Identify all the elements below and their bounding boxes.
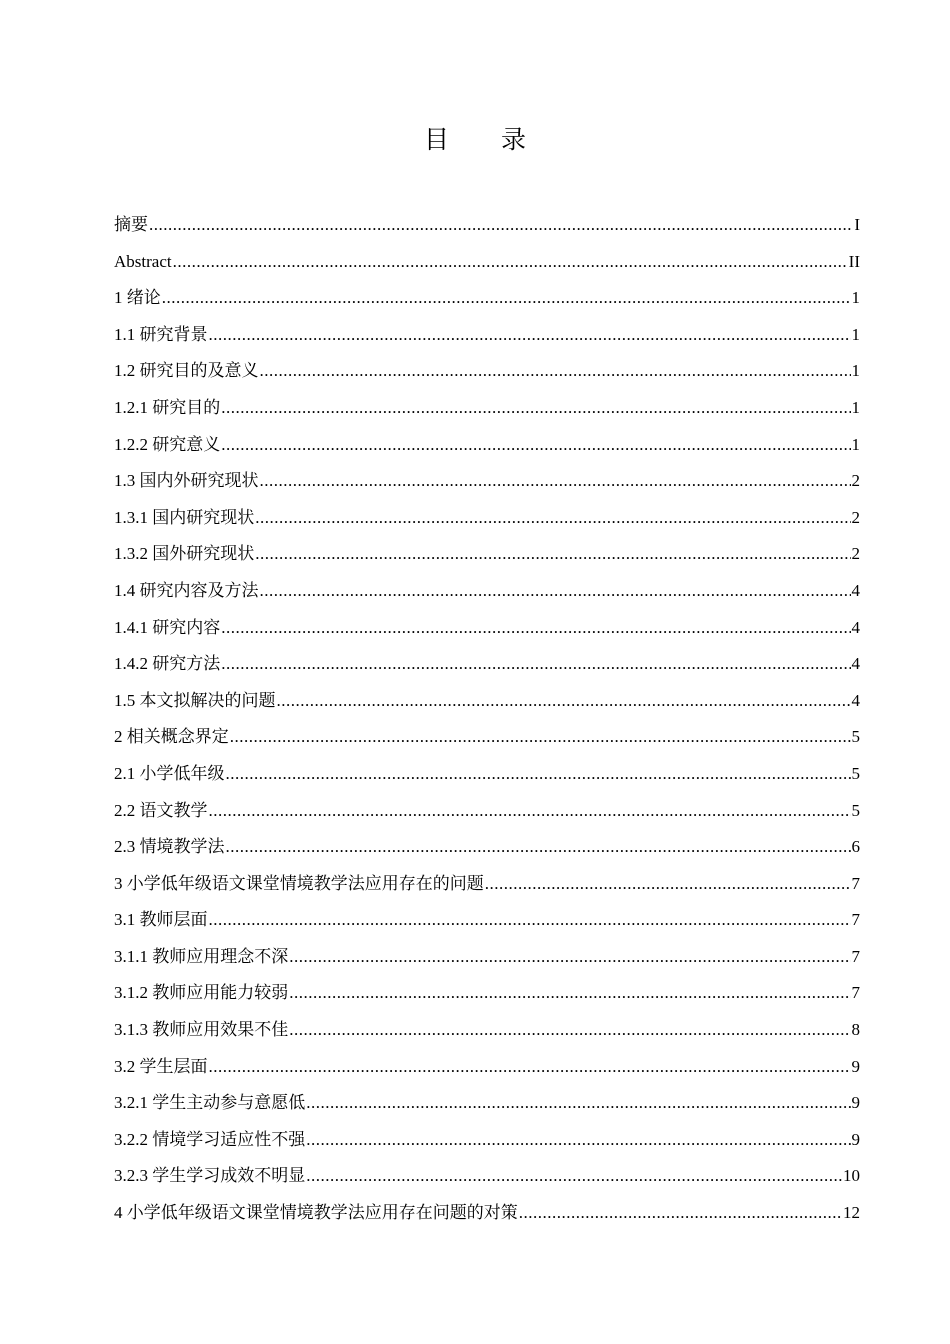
toc-leader-dots [221, 427, 850, 464]
toc-entry-page-number: 7 [851, 910, 860, 930]
toc-entry [114, 1195, 860, 1232]
toc-entry [114, 536, 860, 573]
toc-entry-page-number: 12 [843, 1203, 860, 1223]
toc-entry [114, 1158, 860, 1195]
toc-leader-dots [230, 719, 851, 756]
toc-entry-label: 3.2.1 学生主动参与意愿低 [114, 1093, 306, 1113]
toc-leader-dots [306, 1085, 850, 1122]
toc-entry [114, 353, 860, 390]
toc-entry-label: 1 绪论 [114, 288, 161, 308]
toc-entry-label: 1.2.1 研究目的 [114, 397, 221, 417]
toc-entry-page-number: 5 [851, 800, 860, 820]
toc-entry [114, 610, 860, 647]
toc-leader-dots [221, 610, 850, 647]
toc-leader-dots [306, 1122, 850, 1159]
toc-entry-page-number: 4 [851, 690, 860, 710]
toc-entry-label: 1.4.2 研究方法 [114, 654, 221, 674]
toc-entry-label: 1.4 研究内容及方法 [114, 580, 259, 600]
toc-entry-page-number: 5 [851, 763, 860, 783]
toc-entry-page-number: 7 [851, 946, 860, 966]
toc-leader-dots [260, 353, 851, 390]
toc-entry-page-number: I [854, 215, 860, 234]
toc-leader-dots [485, 866, 851, 903]
toc-entry-page-number: 8 [851, 1020, 860, 1040]
toc-entry-page-number: 4 [851, 617, 860, 637]
toc-entry-page-number: 9 [851, 1129, 860, 1149]
toc-entry [114, 1085, 860, 1122]
toc-entry-label: 4 小学低年级语文课堂情境教学法应用存在问题的对策 [114, 1203, 518, 1223]
toc-entry [114, 207, 860, 244]
toc-entry [114, 866, 860, 903]
toc-leader-dots [260, 573, 851, 610]
toc-entry [114, 646, 860, 683]
toc-entry-label: 3 小学低年级语文课堂情境教学法应用存在的问题 [114, 873, 484, 893]
toc-entry-label: 摘要 [114, 215, 148, 234]
toc-leader-dots [221, 390, 850, 427]
toc-leader-dots [149, 207, 853, 244]
toc-entry-label: 3.2.2 情境学习适应性不强 [114, 1129, 306, 1149]
toc-leader-dots [255, 500, 850, 537]
toc-entry-page-number: 1 [851, 288, 860, 308]
toc-entry-label: 1.2.2 研究意义 [114, 434, 221, 454]
toc-entry-label: 1.1 研究背景 [114, 324, 208, 344]
toc-entry [114, 793, 860, 830]
toc-leader-dots [289, 939, 850, 976]
toc-entry-label: 3.1.2 教师应用能力较弱 [114, 983, 289, 1003]
toc-list [114, 207, 860, 1232]
toc-leader-dots [226, 756, 851, 793]
toc-leader-dots [260, 463, 851, 500]
toc-entry [114, 280, 860, 317]
toc-entry-label: 2.1 小学低年级 [114, 763, 225, 783]
toc-entry [114, 317, 860, 354]
toc-entry [114, 902, 860, 939]
toc-entry-label: 1.4.1 研究内容 [114, 617, 221, 637]
toc-entry-label: 3.2 学生层面 [114, 1056, 208, 1076]
toc-entry [114, 939, 860, 976]
toc-entry [114, 1122, 860, 1159]
toc-leader-dots [209, 793, 851, 830]
toc-entry-page-number: II [848, 251, 860, 271]
toc-entry [114, 427, 860, 464]
toc-entry-label: 2 相关概念界定 [114, 727, 229, 747]
toc-leader-dots [255, 536, 850, 573]
toc-entry-label: 3.1.3 教师应用效果不佳 [114, 1020, 289, 1040]
toc-leader-dots [277, 683, 851, 720]
toc-entry-page-number: 4 [851, 580, 860, 600]
toc-entry-page-number: 2 [851, 507, 860, 527]
toc-entry-page-number: 1 [851, 397, 860, 417]
toc-entry [114, 1012, 860, 1049]
toc-entry [114, 829, 860, 866]
toc-entry [114, 244, 860, 281]
toc-entry [114, 390, 860, 427]
toc-entry-page-number: 1 [851, 361, 860, 381]
toc-entry [114, 573, 860, 610]
toc-leader-dots [289, 975, 850, 1012]
toc-entry [114, 975, 860, 1012]
toc-leader-dots [173, 244, 848, 281]
toc-leader-dots [209, 317, 851, 354]
toc-entry-label: 3.2.3 学生学习成效不明显 [114, 1166, 306, 1186]
toc-entry-page-number: 7 [851, 873, 860, 893]
toc-entry-page-number: 2 [851, 471, 860, 491]
toc-entry-page-number: 1 [851, 324, 860, 344]
toc-entry [114, 756, 860, 793]
toc-entry-label: 1.3 国内外研究现状 [114, 471, 259, 491]
toc-entry-label: 1.5 本文拟解决的问题 [114, 690, 276, 710]
toc-leader-dots [519, 1195, 842, 1232]
toc-leader-dots [226, 829, 851, 866]
toc-leader-dots [306, 1158, 842, 1195]
toc-entry [114, 463, 860, 500]
toc-entry-page-number: 1 [851, 434, 860, 454]
toc-leader-dots [209, 902, 851, 939]
toc-leader-dots [289, 1012, 850, 1049]
toc-leader-dots [162, 280, 851, 317]
toc-leader-dots [209, 1049, 851, 1086]
toc-entry-page-number: 7 [851, 983, 860, 1003]
toc-entry-label: 2.3 情境教学法 [114, 837, 225, 857]
toc-entry-page-number: 9 [851, 1056, 860, 1076]
toc-entry [114, 1049, 860, 1086]
toc-entry [114, 719, 860, 756]
toc-leader-dots [221, 646, 850, 683]
toc-entry-label: 3.1.1 教师应用理念不深 [114, 946, 289, 966]
toc-entry-page-number: 5 [851, 727, 860, 747]
toc-entry-label: 1.2 研究目的及意义 [114, 361, 259, 381]
toc-entry-label: 2.2 语文教学 [114, 800, 208, 820]
toc-entry [114, 500, 860, 537]
toc-entry-page-number: 6 [851, 837, 860, 857]
toc-entry-label: 1.3.2 国外研究现状 [114, 544, 255, 564]
toc-entry-page-number: 9 [851, 1093, 860, 1113]
toc-entry-label: 1.3.1 国内研究现状 [114, 507, 255, 527]
toc-entry-page-number: 2 [851, 544, 860, 564]
toc-entry-label: Abstract [114, 251, 172, 271]
toc-entry-page-number: 10 [843, 1166, 860, 1186]
toc-entry-label: 3.1 教师层面 [114, 910, 208, 930]
toc-entry [114, 683, 860, 720]
toc-title: 目 录 [424, 125, 548, 154]
toc-entry-page-number: 4 [851, 654, 860, 674]
